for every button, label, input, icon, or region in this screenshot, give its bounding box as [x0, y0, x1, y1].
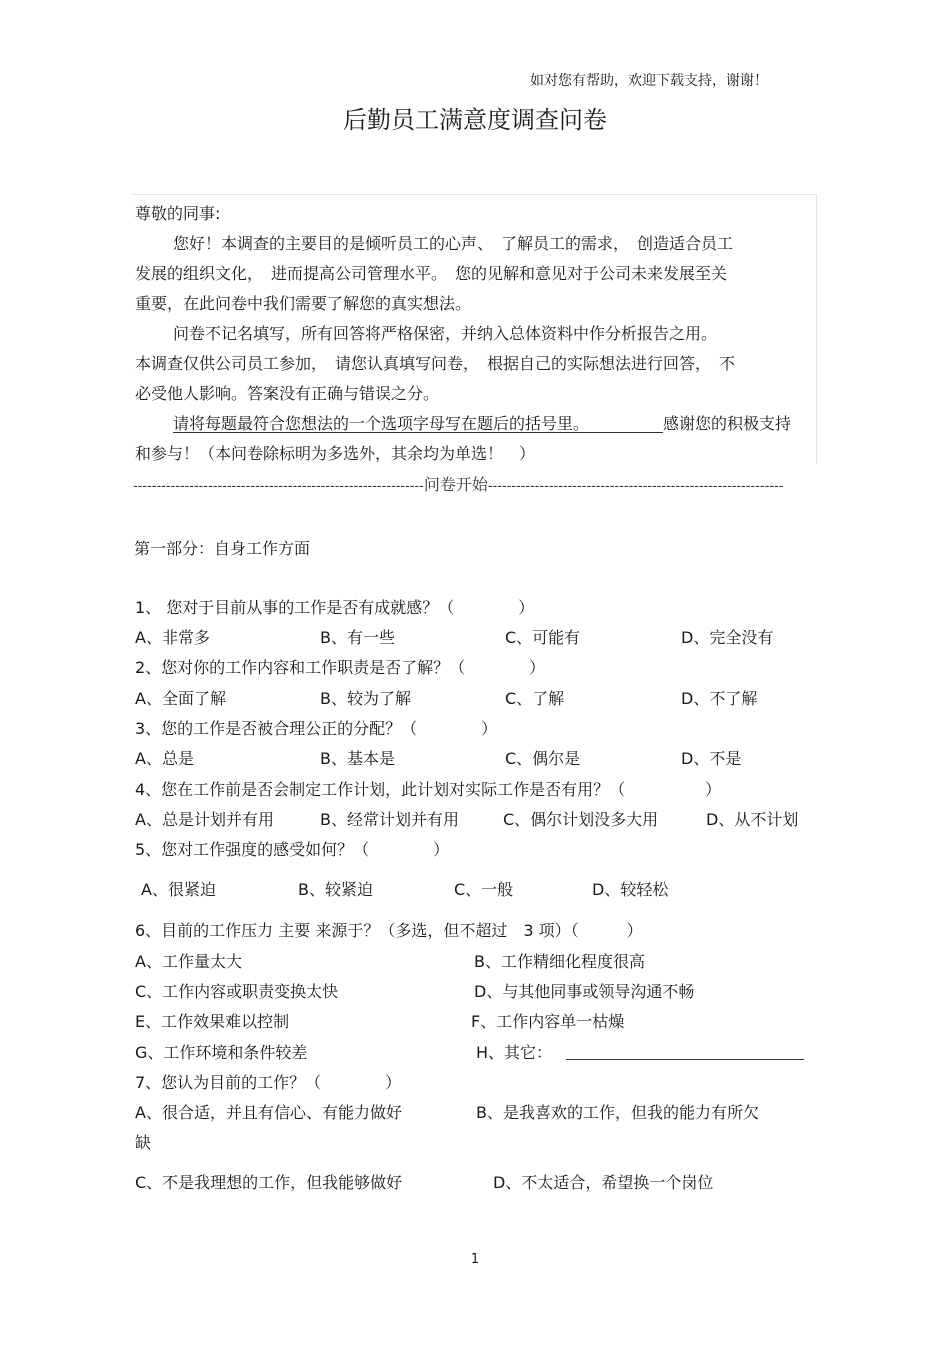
- question-7: 7、您认为目前的工作？（ ）: [135, 1073, 402, 1092]
- intro-p4-line1-thanks: 感谢您的积极支持: [663, 414, 792, 433]
- q6-option-e: E、工作效果难以控制: [135, 1012, 290, 1031]
- q5-option-a: A、很紧迫: [141, 880, 216, 899]
- q6-other-blank-line: [566, 1059, 804, 1060]
- q6-option-a: A、工作量太大: [135, 952, 242, 971]
- q7-option-b-continued: 缺: [135, 1133, 152, 1152]
- q2-option-c: C、了解: [505, 689, 565, 708]
- q7-option-c: C、不是我理想的工作，但我能够做好: [135, 1173, 403, 1192]
- intro-p1-line1: 您好！本调查的主要目的是倾听员工的心声、 了解员工的需求， 创造适合员工: [173, 234, 734, 253]
- q1-option-b: B、有一些: [320, 628, 395, 647]
- q6-option-g: G、工作环境和条件较差: [135, 1043, 308, 1062]
- q7-option-b: B、是我喜欢的工作，但我的能力有所欠: [476, 1103, 759, 1122]
- intro-p4-line1-instruction: 请将每题最符合您想法的一个选项字母写在题后的括号里。: [173, 414, 590, 433]
- intro-p4-line2: 和参与！（本问卷除标明为多选外，其余均为单选！ ）: [135, 444, 536, 463]
- q2-option-b: B、较为了解: [320, 689, 411, 708]
- q3-option-a: A、总是: [135, 749, 194, 768]
- separator-label: 问卷开始: [423, 475, 488, 494]
- question-6: 6、目前的工作压力 主要 来源于？（多选，但不超过 3 项）（ ）: [135, 921, 643, 940]
- q2-option-d: D、不了解: [681, 689, 758, 708]
- q7-option-d: D、不太适合，希望换一个岗位: [493, 1173, 714, 1192]
- q4-option-c: C、偶尔计划没多大用: [503, 810, 659, 829]
- q1-option-d: D、完全没有: [681, 628, 774, 647]
- intro-p1-line3: 重要，在此问卷中我们需要了解您的真实想法。: [135, 294, 472, 313]
- question-1: 1、 您对于目前从事的工作是否有成就感？（ ）: [135, 598, 535, 617]
- q6-option-d: D、与其他同事或领导沟通不畅: [474, 982, 695, 1001]
- q5-option-c: C、一般: [454, 880, 514, 899]
- intro-p2-line1: 问卷不记名填写，所有回答将严格保密，并纳入总体资料中作分析报告之用。: [173, 324, 718, 343]
- q6-option-f: F、工作内容单一枯燥: [471, 1012, 625, 1031]
- q1-option-c: C、可能有: [505, 628, 581, 647]
- q5-option-b: B、较紧迫: [298, 880, 373, 899]
- q6-option-b: B、工作精细化程度很高: [474, 952, 645, 971]
- q1-option-a: A、非常多: [135, 628, 210, 647]
- document-title: 后勤员工满意度调查问卷: [343, 106, 607, 134]
- q4-option-a: A、总是计划并有用: [135, 810, 274, 829]
- q2-option-a: A、全面了解: [135, 689, 226, 708]
- q4-option-d: D、从不计划: [706, 810, 799, 829]
- questionnaire-start-separator: [133, 472, 783, 495]
- section-title: 第一部分：自身工作方面: [134, 539, 311, 558]
- intro-p1-line2: 发展的组织文化， 进而提高公司管理水平。 您的见解和意见对于公司未来发展至关: [135, 264, 728, 283]
- header-note: 如对您有帮助，欢迎下载支持，谢谢！: [530, 73, 768, 89]
- question-2: 2、您对你的工作内容和工作职责是否了解？（ ）: [135, 658, 546, 677]
- q5-option-d: D、较轻松: [592, 880, 669, 899]
- separator-dashes-left: --------------------------------------------------------------: [133, 479, 424, 494]
- q4-option-b: B、经常计划并有用: [320, 810, 459, 829]
- separator-dashes-right: ---------------------------------------------------------------: [487, 479, 784, 494]
- question-3: 3、您的工作是否被合理公正的分配？（ ）: [135, 719, 498, 738]
- q6-option-h: H、其它：: [476, 1043, 553, 1062]
- q3-option-c: C、偶尔是: [505, 749, 581, 768]
- intro-p3-line1: 本调查仅供公司员工参加， 请您认真填写问卷， 根据自己的实际想法进行回答， 不: [135, 354, 736, 373]
- intro-greeting: 尊敬的同事:: [135, 204, 221, 223]
- intro-p3-line2: 必受他人影响。答案没有正确与错误之分。: [135, 384, 440, 403]
- q7-option-a: A、很合适，并且有信心、有能力做好: [135, 1103, 402, 1122]
- q3-option-d: D、不是: [681, 749, 742, 768]
- q6-option-c: C、工作内容或职责变换太快: [135, 982, 339, 1001]
- question-4: 4、您在工作前是否会制定工作计划，此计划对实际工作是否有用？（ ）: [135, 780, 722, 799]
- instruction-underline: [173, 432, 663, 433]
- question-5: 5、您对工作强度的感受如何？（ ）: [135, 840, 450, 859]
- q3-option-b: B、基本是: [320, 749, 395, 768]
- page-number: 1: [470, 1252, 480, 1267]
